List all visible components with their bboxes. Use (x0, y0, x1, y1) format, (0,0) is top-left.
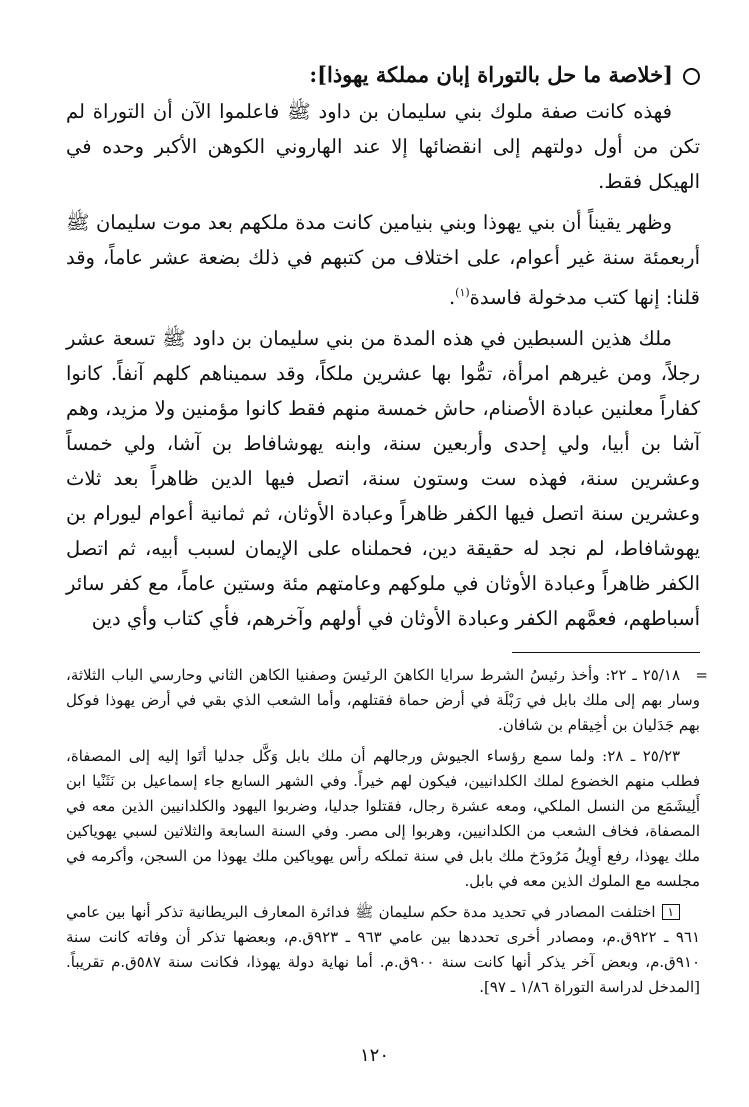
paragraph-1: فهذه كانت صفة ملوك بني سليمان بن داود ﷺ فاعلموا الآن أن التوراة لم تكن من أول دولتهم إلى انقضائها إلا عند الهاروني الكوهن الأكبر وحده في الهيكل فقط. (66, 100, 700, 193)
footnote-continued-1-text: ٢٥/١٨ ـ ٢٢: وأخذ رئيسُ الشرط سرايا الكاهنَ الرئيسَ وصفنيا الكاهن الثاني وحارسي الباب الثلاثة، وسار بهم إلى ملك بابل في رَبْلَة في أرض حماة فقتلهم، وأما الشعب الذي بقي في أرض يهوذا فوكل بهم جَدَليان بن أخِيقام بن شافان. (66, 666, 700, 734)
paragraph-2-end: . (448, 286, 456, 309)
continuation-mark: = (695, 666, 708, 684)
paragraph-3: ملك هذين السبطين في هذه المدة من بني سليمان بن داود ﷺ تسعة عشر رجلاً، ومن غيرهم امرأة، تمُّوا بها عشرين ملكاً، وقد سميناهم كلهم آنفاً. كانوا كفاراً معلنين عبادة الأصنام، حاش خمسة منهم فقط كانوا مؤمنين ولا مزيد، وهم آشا بن أبيا، ولي إحدى وأربعين سنة، وابنه يهوشافاط بن آشا، ولي خمساً وعشرين سنة، فهذه ست وستون سنة، اتصل فيها الدين ظاهراً بعد ثلاث وعشرين سنة اتصل فيها الكفر ظاهراً وعبادة الأوثان، ثم ثمانية أعوام ليورام بن يهوشافاط، لم نجد له حقيقة دين، فحملناه على الإيمان لسبب أبيه، ثم اتصل الكفر ظاهراً وعبادة الأوثان في ملوكهم وعامتهم مئة وستين عاماً، مع كفر سائر أسباطهم، فعمَّهم الكفر وعبادة الأوثان في أولهم وآخرهم، فأي كتاب وأي دين (66, 327, 700, 630)
footnote-1-text: اختلفت المصادر في تحديد مدة حكم سليمان ﷺ فدائرة المعارف البريطانية تذكر أنها بين عامي ٩٦١ ـ ٩٢٢ق.م، ومصادر أخرى تحددها بين عامي ٩٦٣ ـ ٩٢٣ق.م، وبعضها تذكر أن وفاته كانت سنة ٩١٠ق.م، وبعض آخر يذكر أنها كانت سنة ٩٠٠ق.م. أما نهاية دولة يهوذا، فكانت سنة ٥٨٧ق.م تقريباً. [المدخل لدراسة التوراة ١/٨٦ ـ ٩٧]. (66, 903, 700, 996)
page-number: ١٢٠ (359, 1045, 389, 1066)
footnote-marker: ١ (662, 904, 680, 920)
paragraph-2 (66, 205, 700, 315)
footnote-1 (66, 900, 700, 1000)
page-body (66, 58, 708, 1088)
heading-text: [خلاصة ما حل بالتوراة إبان مملكة يهوذا]: (309, 62, 673, 87)
section-heading (66, 58, 700, 92)
footnote-divider (512, 652, 700, 653)
paragraph-2-text: وظهر يقيناً أن بني يهوذا وبني بنيامين كانت مدة ملكهم بعد موت سليمان ﷺ أربعمئة سنة غير أعوام، على اختلاف من كتبهم في ذلك بضعة عشر عاماً، وقد قلنا: إنها كتب مدخولة فاسدة (66, 211, 700, 309)
circle-bullet-icon (683, 68, 700, 85)
footnote-reference: (١) (455, 286, 470, 299)
footnote-continued-1 (66, 663, 708, 738)
footnote-continued-2: ٢٥/٢٣ ـ ٢٨: ولما سمع رؤساء الجيوش ورجالهم أن ملك بابل وَكَّل جدليا أتَوا إليه إلى المصفاة، فطلب منهم الخضوع لملك الكلدانيين، فيكون لهم خيراً. وفي الشهر السابع جاء إسماعيل بن نَثَنْيا ابن أَلِيشَمَع من النسل الملكي، ومعه عشرة رجال، فقتلوا جدليا، وضربوا اليهود والكلدانيين الذين معه في المصفاة، فخاف الشعب من الكلدانيين، وهربوا إلى مصر. وفي السنة السابعة والثلاثين لسبي يهوياكين ملك يهوذا، رفع أوِيلُ مَرُودَخ ملك بابل في سنة تملكه رأس يهوياكين ملك يهوذا من السجن، وأكرمه في مجلسه مع الملوك الذين معه في بابل. (66, 747, 700, 890)
